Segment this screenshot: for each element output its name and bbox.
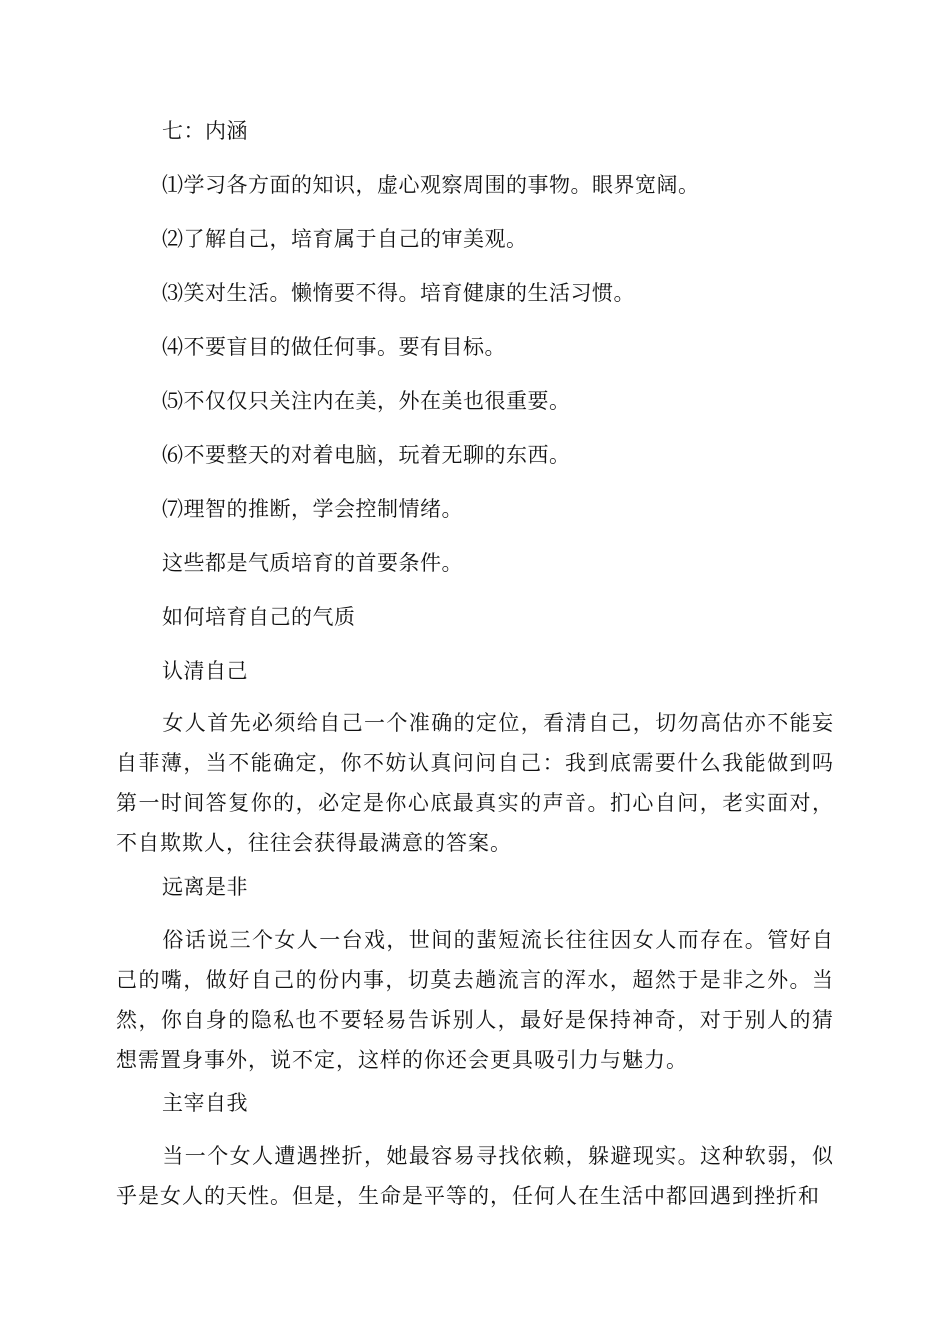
paragraph	[116, 703, 834, 863]
list-item: ⑷不要盲目的做任何事。要有目标。	[162, 335, 506, 359]
paragraph-text: 女人首先必须给自己一个准确的定位，看清自己，切勿高估亦不能妄自菲薄，当不能确定，你不妨认真问问自己：我到底需要什么我能做到吗第一时间答复你的，必定是你心底最真实的声音。扪心自问，老实面对，不自欺欺人，往往会获得最满意的答案。	[116, 711, 834, 855]
list-item: ⑵了解自己，培育属于自己的审美观。	[162, 227, 528, 251]
paragraph-text: 俗话说三个女人一台戏，世间的蜚短流长往往因女人而存在。管好自己的嘴，做好自己的份内事，切莫去趟流言的浑水，超然于是非之外。当然，你自身的隐私也不要轻易告诉别人，最好是保持神奇，对于别人的猜想需置身事外，说不定，这样的你还会更具吸引力与魅力。	[116, 928, 834, 1072]
summary-line: 这些都是气质培育的首要条件。	[162, 551, 463, 575]
list-item: ⑶笑对生活。懒惰要不得。培育健康的生活习惯。	[162, 281, 635, 305]
section-title: 如何培育自己的气质	[162, 605, 356, 629]
subsection-title: 远离是非	[162, 875, 248, 899]
list-item: ⑺理智的推断，学会控制情绪。	[162, 497, 463, 521]
subsection-title: 认清自己	[162, 659, 248, 683]
paragraph	[116, 920, 834, 1080]
paragraph	[116, 1136, 834, 1216]
paragraph-text: 当一个女人遭遇挫折，她最容易寻找依赖，躲避现实。这种软弱，似乎是女人的天性。但是，生命是平等的，任何人在生活中都回遇到挫折和	[116, 1144, 834, 1208]
list-item: ⑴学习各方面的知识，虚心观察周围的事物。眼界宽阔。	[162, 173, 700, 197]
subsection-title: 主宰自我	[162, 1091, 248, 1115]
list-item: ⑹不要整天的对着电脑，玩着无聊的东西。	[162, 443, 571, 467]
list-item: ⑸不仅仅只关注内在美，外在美也很重要。	[162, 389, 571, 413]
section-heading: 七：内涵	[162, 119, 248, 143]
